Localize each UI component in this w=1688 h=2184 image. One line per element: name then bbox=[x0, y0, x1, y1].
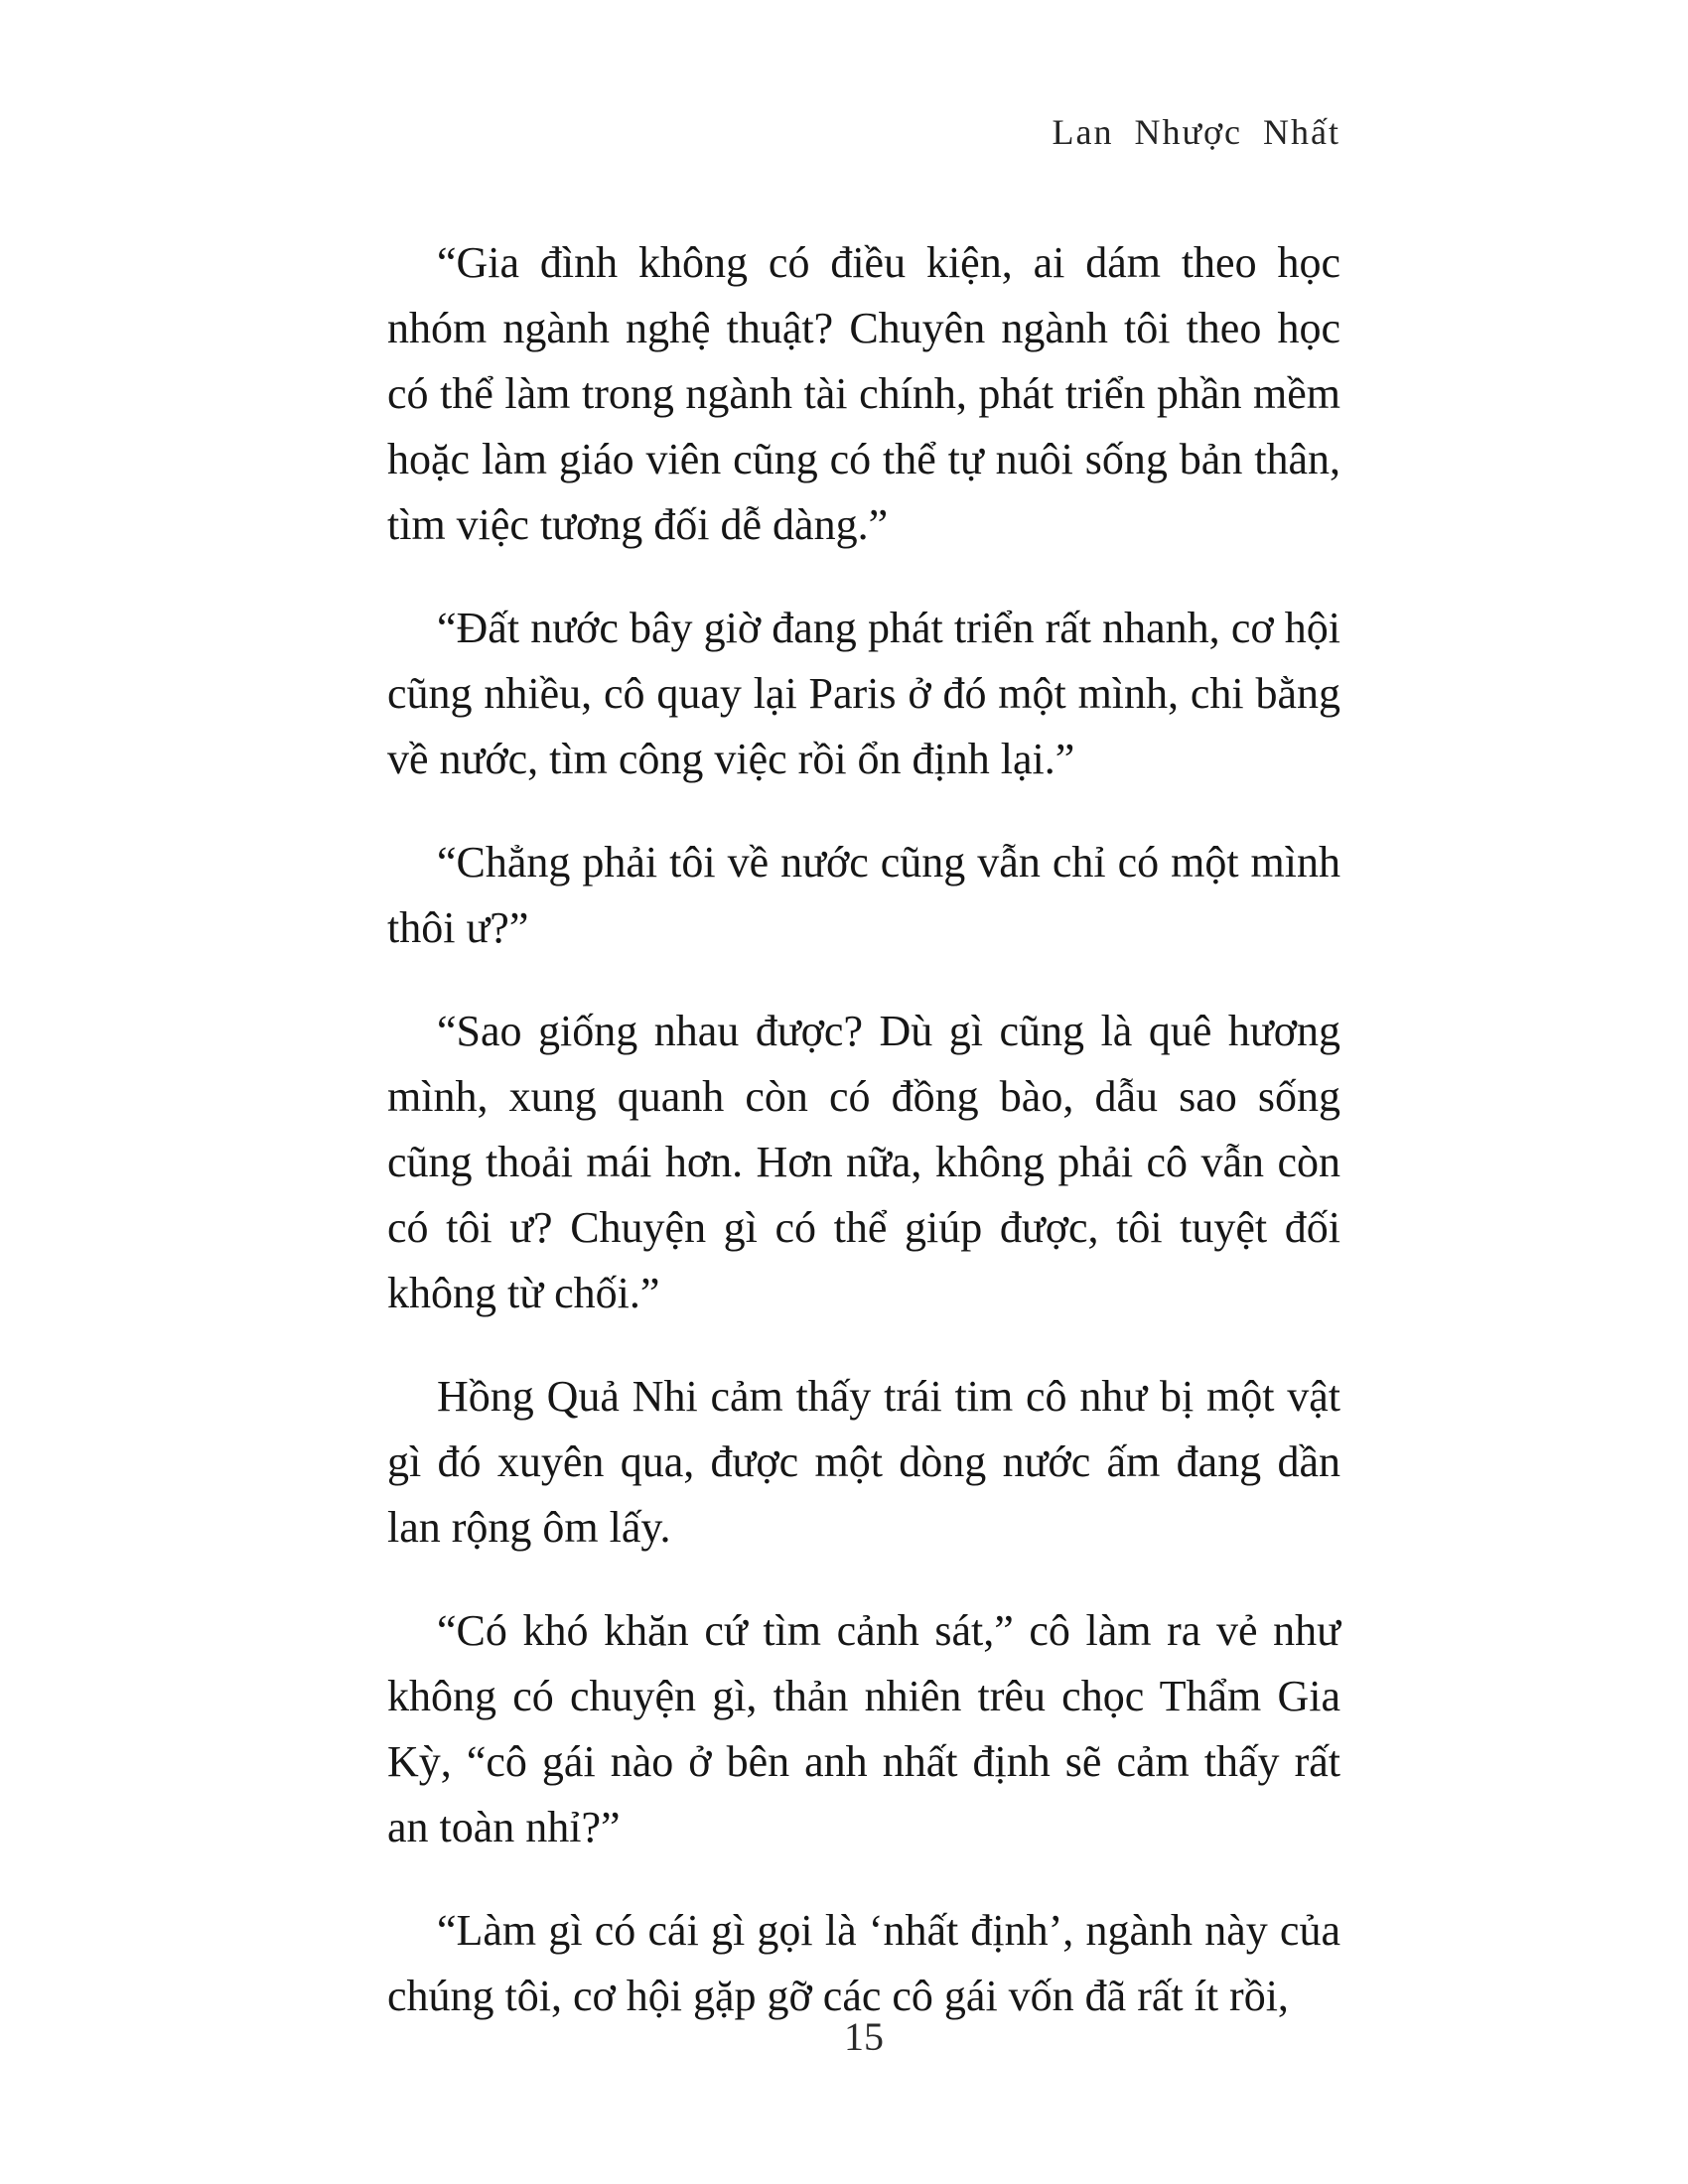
page-body-text bbox=[387, 230, 1340, 2067]
paragraph: “Có khó khăn cứ tìm cảnh sát,” cô làm ra vẻ như không có chuyện gì, thản nhiên trêu chọc Thẩm Gia Kỳ, “cô gái nào ở bên anh nhất định sẽ cảm thấy rất an toàn nhỉ?” bbox=[387, 1606, 1340, 1851]
paragraph: “Chẳng phải tôi về nước cũng vẫn chỉ có một mình thôi ư?” bbox=[387, 838, 1340, 952]
paragraph: “Gia đình không có điều kiện, ai dám theo học nhóm ngành nghệ thuật? Chuyên ngành tôi theo học có thể làm trong ngành tài chính, phát triển phần mềm hoặc làm giáo viên cũng có thể tự nuôi sống bản thân, tìm việc tương đối dễ dàng.” bbox=[387, 238, 1340, 549]
paragraph: “Sao giống nhau được? Dù gì cũng là quê hương mình, xung quanh còn có đồng bào, dẫu sao sống cũng thoải mái hơn. Hơn nữa, không phải cô vẫn còn có tôi ư? Chuyện gì có thể giúp được, tôi tuyệt đối không từ chối.” bbox=[387, 1007, 1340, 1317]
running-header: Lan Nhược Nhất bbox=[1052, 112, 1340, 152]
page-number: 15 bbox=[844, 2014, 884, 2059]
paragraph: “Làm gì có cái gì gọi là ‘nhất định’, ngành này của chúng tôi, cơ hội gặp gỡ các cô gái vốn đã rất ít rồi, bbox=[387, 1906, 1340, 2020]
paragraph: “Đất nước bây giờ đang phát triển rất nhanh, cơ hội cũng nhiều, cô quay lại Paris ở đó một mình, chi bằng về nước, tìm công việc rồi ổn định lại.” bbox=[387, 604, 1340, 783]
paragraph: Hồng Quả Nhi cảm thấy trái tim cô như bị một vật gì đó xuyên qua, được một dòng nước ấm đang dần lan rộng ôm lấy. bbox=[387, 1372, 1340, 1552]
